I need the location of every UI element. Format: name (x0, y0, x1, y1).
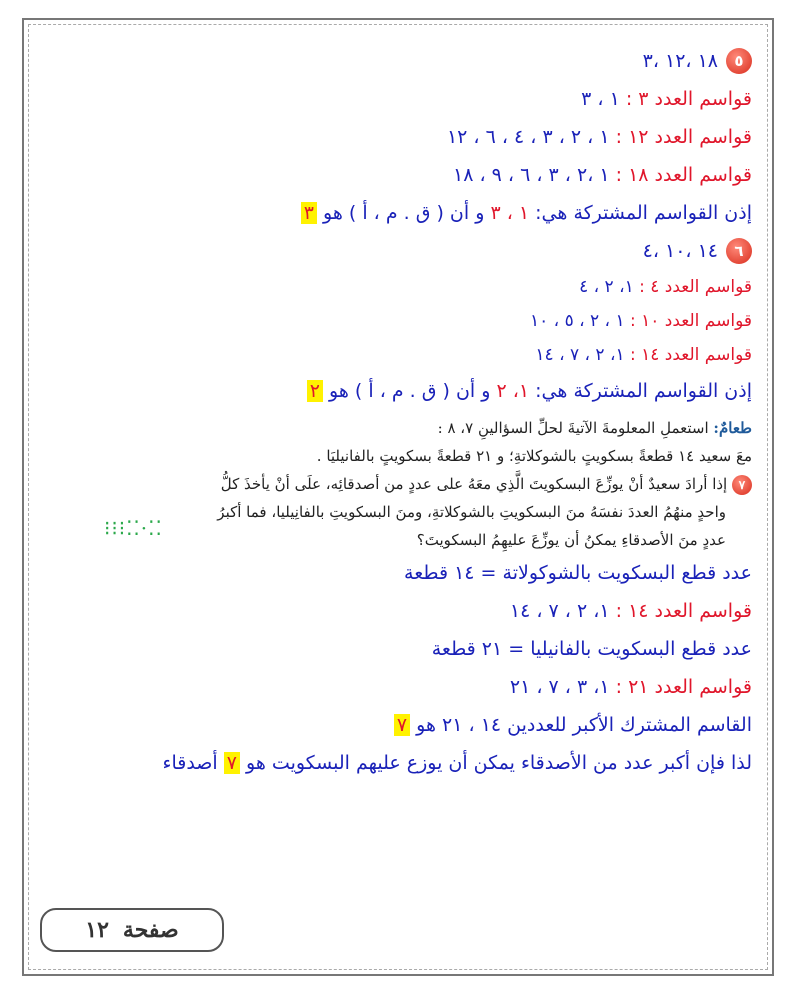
a7-divisors-14 (40, 592, 752, 630)
divisors-label: قواسم العدد ١٤ : (615, 600, 752, 622)
info-text: معَ سعيد ١٤ قطعةً بسكويتٍ بالشوكلاتةِ؛ و ٢١ قطعةً بسكويتٍ بالفانيليَا . (316, 447, 752, 465)
conclusion-prefix: إذن القواسم المشتركة هي: (535, 380, 752, 402)
q5-numbers: ١٨ ،١٢ ،٣ (642, 50, 718, 72)
divisors-values: ١، ٢ ، ٧ ، ١٤ (535, 345, 625, 365)
q7-line: إذا أرادَ سعيدٌ أنْ يوزِّعَ البسكويتَ الَّذِي معَهُ على عددٍ من أصدقائِه، علَى أنْ يأخذَ كلُّ (220, 475, 728, 493)
q6-number-badge: ٦ (726, 238, 752, 264)
final-answer-line (40, 744, 752, 782)
page-number: ١٢ (85, 917, 109, 943)
common-divisors: ١، ٢ (496, 380, 530, 402)
textbook-excerpt (40, 414, 752, 554)
conclusion-prefix: إذن القواسم المشتركة هي: (535, 202, 752, 224)
vanilla-count: عدد قطع البسكويت بالفانيليا = ٢١ قطعة (431, 638, 752, 660)
final-answer: ٧ (224, 752, 240, 774)
divisors-values: ١ ، ٣ (581, 88, 620, 110)
gcf-answer: ٧ (394, 714, 410, 736)
q5-divisors-18 (40, 156, 752, 194)
page-number-label (40, 908, 224, 952)
a7-divisors-21 (40, 668, 752, 706)
q6-divisors-4 (40, 270, 752, 304)
divisors-label: قواسم العدد ١٠ : (629, 311, 752, 331)
divisors-label: قواسم العدد ١٤ : (629, 345, 752, 365)
choc-count: عدد قطع البسكويت بالشوكولاتة = ١٤ قطعة (404, 562, 752, 584)
final-prefix: لذا فإن أكبر عدد من الأصدقاء يمكن أن يوزع عليهم البسكويت هو (246, 752, 752, 774)
q7-number-badge: ٧ (732, 475, 752, 495)
q5-header (40, 42, 752, 80)
page-word: صفحة (122, 917, 179, 943)
decorative-dots-icon: ⁚⁚·⁚⁚⁝⁝⁝ (104, 516, 163, 540)
divisors-label: قواسم العدد ١٨ : (615, 164, 752, 186)
worksheet-content (40, 42, 752, 782)
q6-divisors-14 (40, 338, 752, 372)
q7-line: واحدٍ منهُمُ العددَ نفسَهُ منَ البسكويتِ بالشوكلاتةِ، ومنَ البسكويتِ بالفانِيليا، فما أكبرُ (217, 503, 726, 521)
section-title: طعامٌ: (713, 419, 752, 437)
q5-divisors-3 (40, 80, 752, 118)
gcf-line (40, 706, 752, 744)
divisors-label: قواسم العدد ٤ : (639, 277, 752, 297)
gcf-answer: ٢ (307, 380, 323, 402)
q7-problem (40, 470, 752, 554)
divisors-values: ١ ، ٢ ، ٣ ، ٤ ، ٦ ، ١٢ (446, 126, 610, 148)
final-suffix: أصدقاء (162, 752, 218, 774)
divisors-values: ١، ٢ ، ٤ (579, 277, 634, 297)
q6-numbers: ١٤ ،١٠ ،٤ (642, 240, 718, 262)
q5-conclusion (40, 194, 752, 232)
divisors-values: ١، ٣ ، ٧ ، ٢١ (509, 676, 610, 698)
divisors-values: ١، ٢ ، ٧ ، ١٤ (509, 600, 610, 622)
q6-divisors-10 (40, 304, 752, 338)
q6-conclusion (40, 372, 752, 410)
divisors-label: قواسم العدد ١٢ : (615, 126, 752, 148)
gcf-phrase: و أن ( ق . م ، أ ) هو (323, 202, 485, 224)
divisors-label: قواسم العدد ٢١ : (615, 676, 752, 698)
q5-number-badge: ٥ (726, 48, 752, 74)
q5-divisors-12 (40, 118, 752, 156)
gcf-phrase: و أن ( ق . م ، أ ) هو (329, 380, 491, 402)
gcf-prefix: القاسم المشترك الأكبر للعددين ١٤ ، ٢١ هو (416, 714, 752, 736)
q6-header (40, 232, 752, 270)
common-divisors: ١ ، ٣ (490, 202, 530, 224)
instruction-line (40, 414, 752, 442)
q7-line: عددٍ منَ الأصدقاءِ يمكنُ أن يوزِّعَ عليهِمُ البسكويتَ؟ (416, 531, 726, 549)
divisors-values: ١ ،٢ ، ٣ ، ٦ ، ٩ ، ١٨ (453, 164, 610, 186)
divisors-values: ١ ، ٢ ، ٥ ، ١٠ (530, 311, 625, 331)
divisors-label: قواسم العدد ٣ : (625, 88, 752, 110)
gcf-answer: ٣ (301, 202, 317, 224)
instruction-text: استعملِ المعلومةَ الآتيةَ لحلِّ السؤالينِ ٧، ٨ : (437, 419, 709, 437)
